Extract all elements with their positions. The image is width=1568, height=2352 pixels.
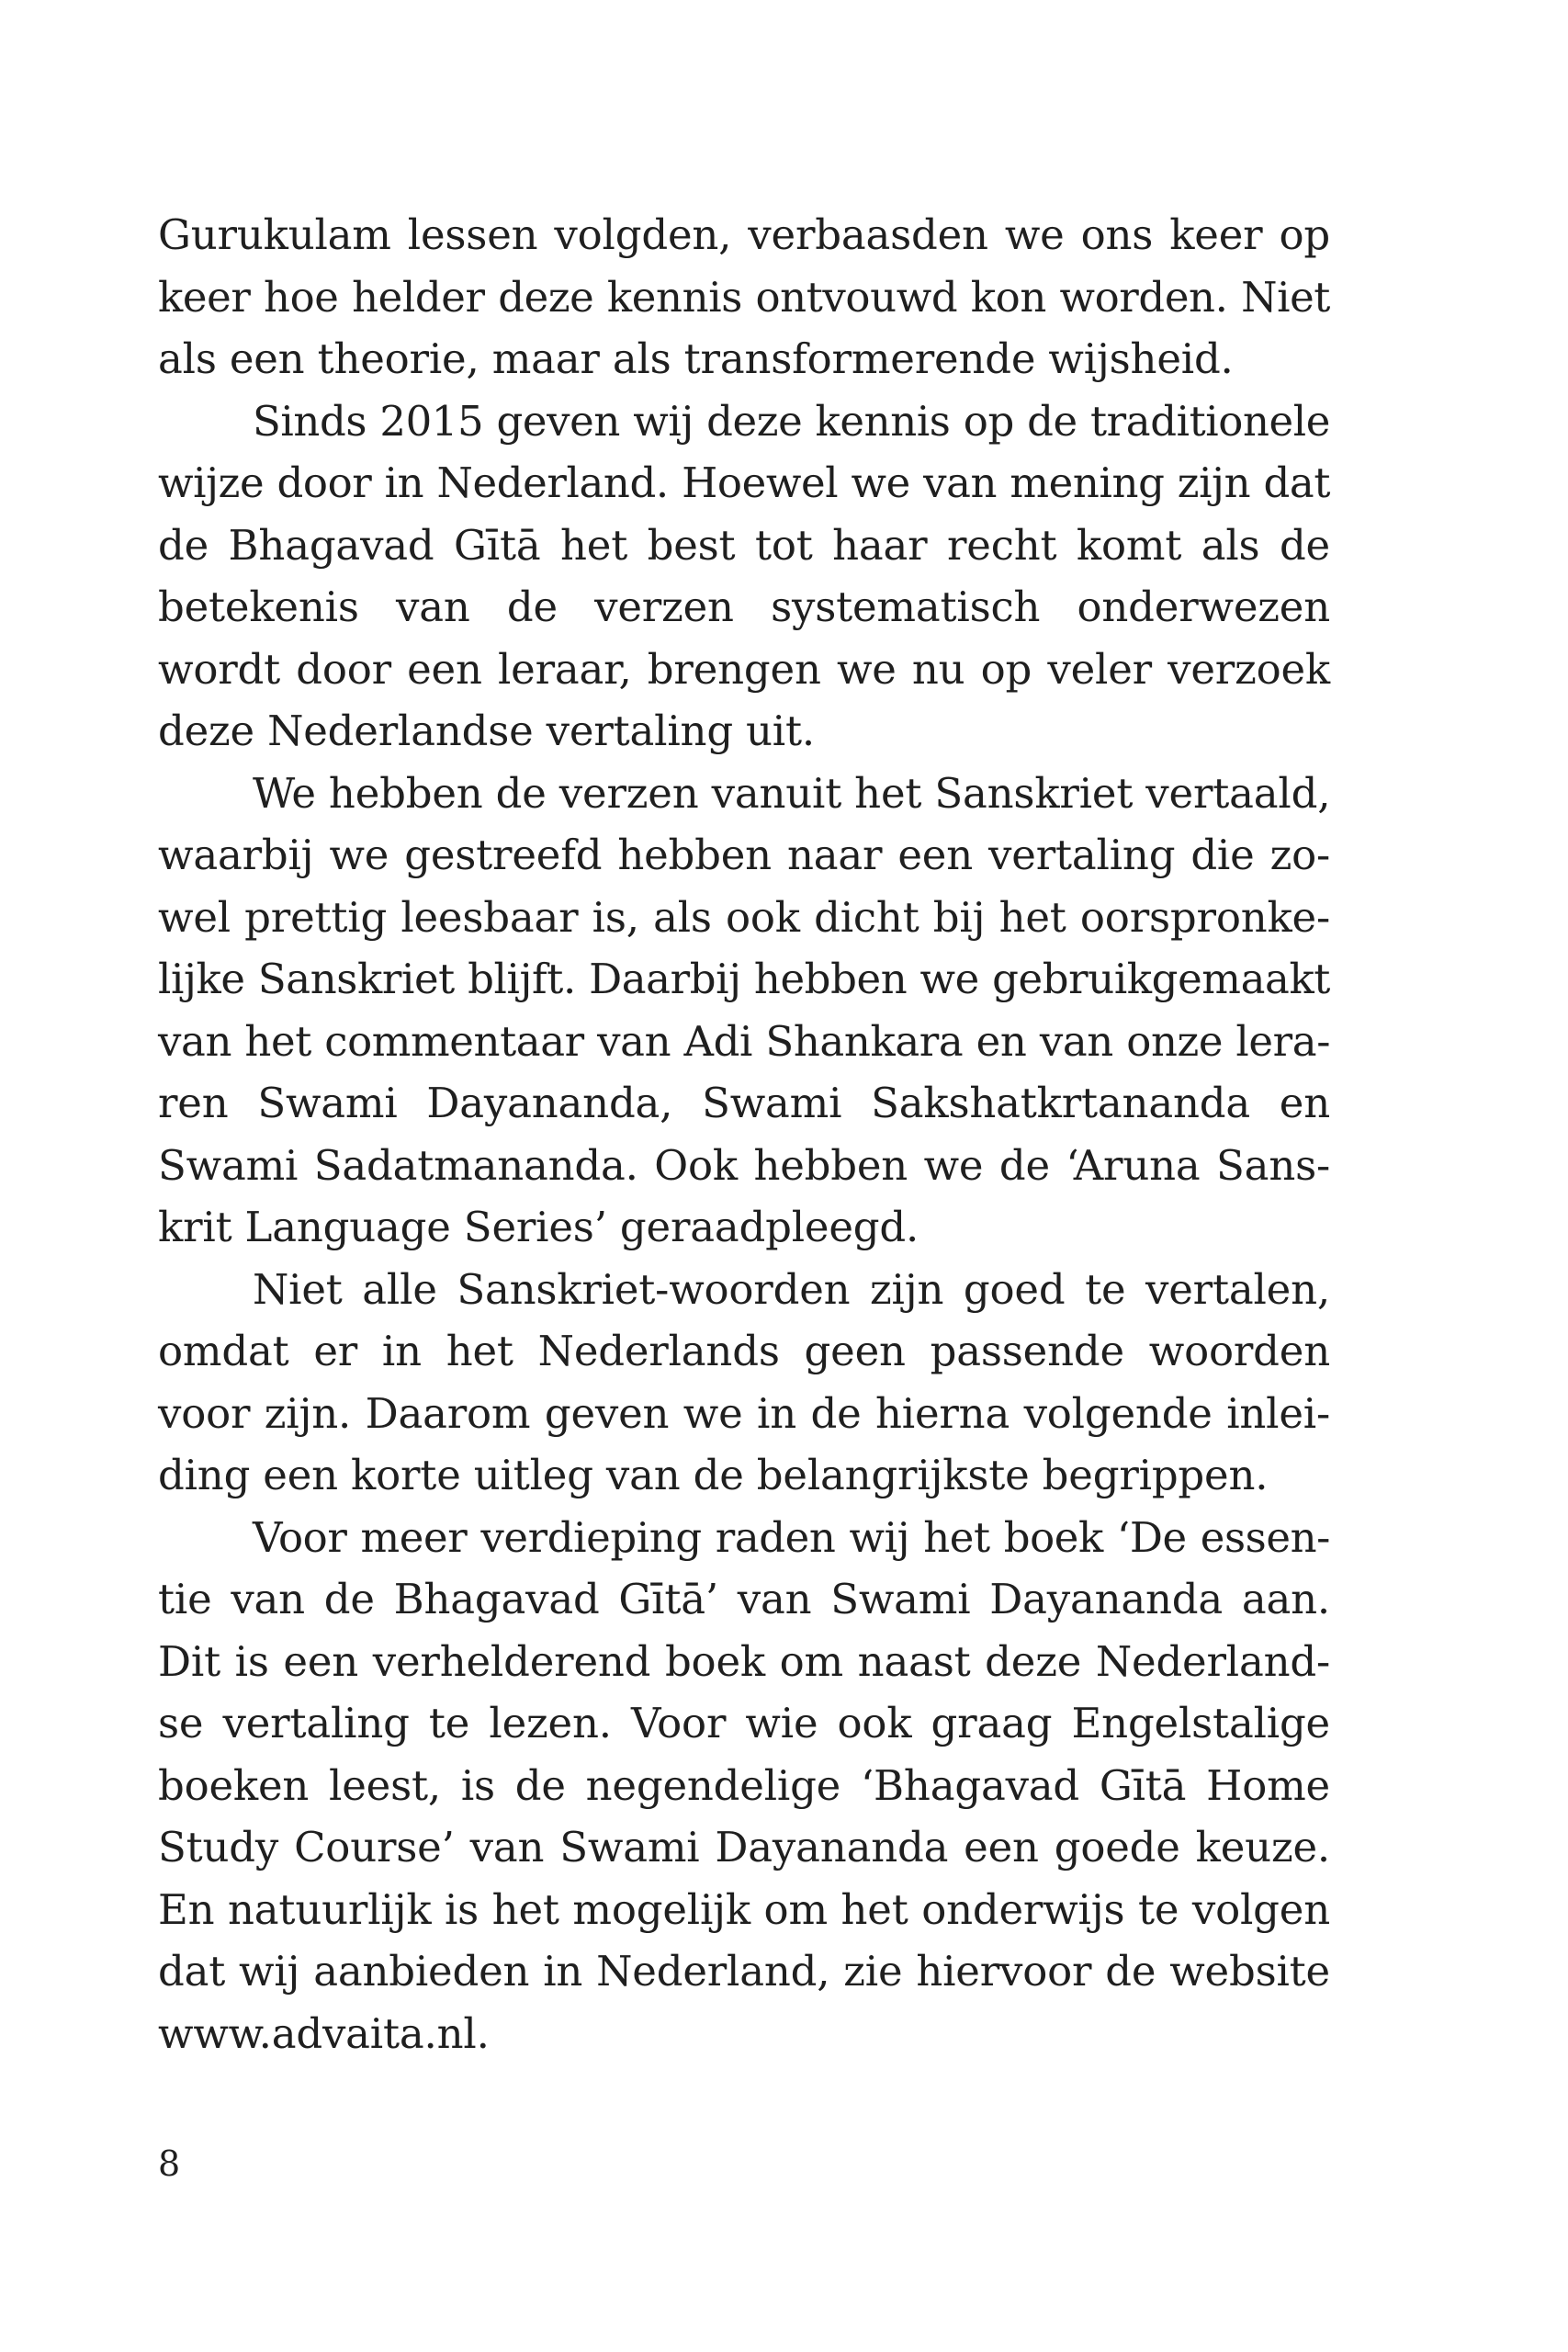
- text-line: ding een korte uitleg van de belangrijkste begrippen.: [158, 1451, 1269, 1499]
- page-number: 8: [158, 2143, 181, 2184]
- text-line: als een theorie, maar als transformerende wijsheid.: [158, 334, 1234, 383]
- text-line: wordt door een leraar, brengen we nu op veler verzoek: [158, 644, 1330, 694]
- text-line: betekenis van de verzen systematisch onderwezen: [158, 582, 1330, 631]
- text-line: krit Language Series’ geraadpleegd.: [158, 1203, 919, 1251]
- text-line: de Bhagavad Gītā het best tot haar recht komt als de: [158, 520, 1330, 570]
- text-line: www.advaita.nl.: [158, 2008, 490, 2058]
- text-line: Niet alle Sanskriet-woorden zijn goed te vertalen,: [253, 1264, 1330, 1314]
- text-line: Study Course’ van Swami Dayananda een goede keuze.: [158, 1823, 1330, 1871]
- text-line: dat wij aanbieden in Nederland, zie hiervoor de website: [158, 1947, 1330, 1996]
- text-line: tie van de Bhagavad Gītā’ van Swami Dayananda aan.: [158, 1575, 1330, 1623]
- text-line: van het commentaar van Adi Shankara en van onze lera-: [158, 1016, 1330, 1066]
- text-line: omdat er in het Nederlands geen passende woorden: [158, 1327, 1330, 1375]
- text-line: boeken leest, is de negendelige ‘Bhagavad Gītā Home: [158, 1760, 1330, 1810]
- text-line: wijze door in Nederland. Hoewel we van mening zijn dat: [158, 458, 1330, 507]
- text-line: voor zijn. Daarom geven we in de hierna volgende inlei-: [158, 1388, 1330, 1438]
- text-line: keer hoe helder deze kennis ontvouwd kon worden. Niet: [158, 272, 1330, 322]
- text-line: ren Swami Dayananda, Swami Sakshatkrtananda en: [158, 1079, 1330, 1127]
- text-line: wel prettig leesbaar is, als ook dicht bij het oorspronke-: [158, 892, 1330, 942]
- text-line: Gurukulam lessen volgden, verbaasden we ons keer op: [158, 210, 1330, 259]
- text-line: lijke Sanskriet blijft. Daarbij hebben we gebruikgemaakt: [158, 955, 1330, 1003]
- text-line: se vertaling te lezen. Voor wie ook graag Engelstalige: [158, 1699, 1330, 1747]
- text-line: deze Nederlandse vertaling uit.: [158, 707, 815, 755]
- body-text: [158, 204, 1330, 2064]
- text-line: Sinds 2015 geven wij deze kennis op de traditionele: [253, 396, 1330, 446]
- text-line: waarbij we gestreefd hebben naar een vertaling die zo-: [158, 831, 1330, 879]
- text-line: En natuurlijk is het mogelijk om het onderwijs te volgen: [158, 1884, 1330, 1934]
- text-line: Swami Sadatmananda. Ook hebben we de ‘Aruna Sans-: [158, 1140, 1330, 1190]
- text-line: We hebben de verzen vanuit het Sanskriet vertaald,: [253, 768, 1331, 818]
- text-line: Dit is een verhelderend boek om naast deze Nederland-: [158, 1636, 1330, 1686]
- text-line: Voor meer verdieping raden wij het boek ‘De essen-: [253, 1512, 1330, 1562]
